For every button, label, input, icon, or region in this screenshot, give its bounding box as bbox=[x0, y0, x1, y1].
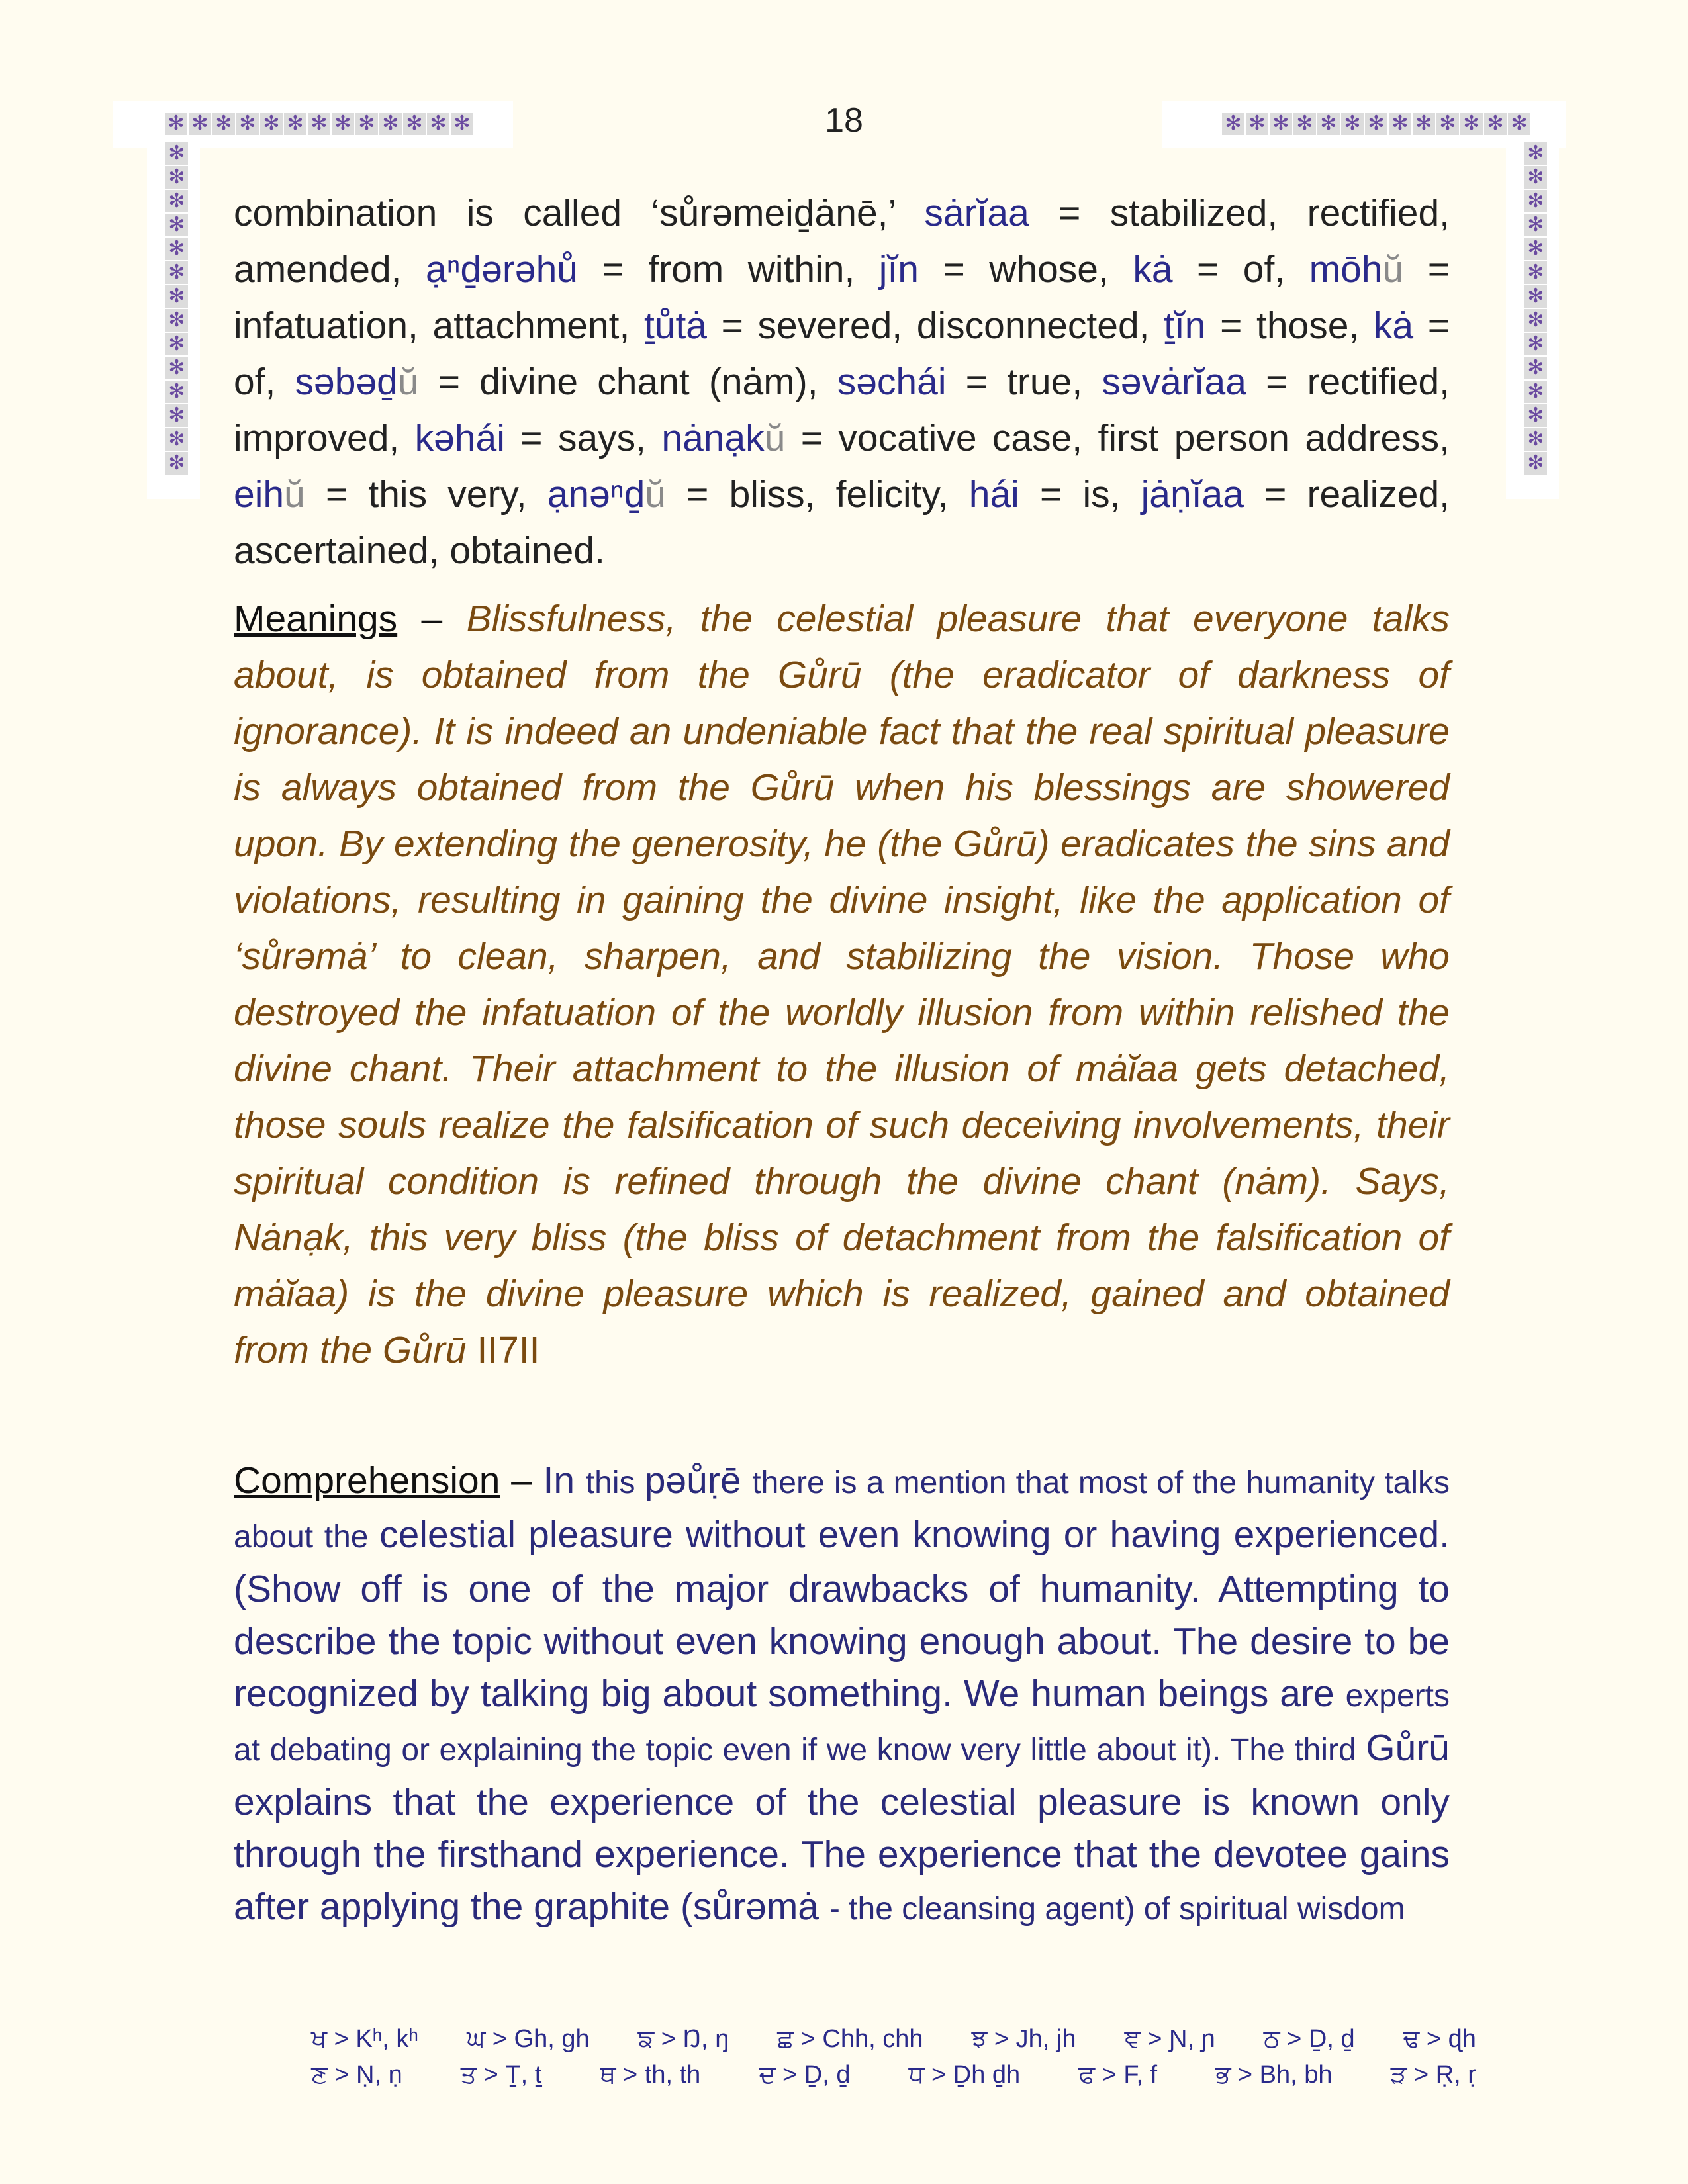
transliteration-entry: ਣ > Ṇ, ṇ bbox=[311, 2061, 402, 2089]
ornament-border-top-right bbox=[1221, 113, 1531, 135]
gloss-text: = from within, bbox=[578, 248, 879, 291]
ornament-border-right bbox=[1524, 142, 1547, 475]
comprehension-text: there is a mention that most of the humanity talks about the bbox=[234, 1465, 1450, 1555]
ornament-flower-icon: ✻ bbox=[1524, 190, 1547, 212]
ornament-flower-icon: ✻ bbox=[165, 166, 188, 189]
transliteration-entry: ਧ > Ḏh ḏh bbox=[908, 2061, 1021, 2089]
gloss-term: ạnəⁿḏ bbox=[547, 473, 645, 516]
gloss-text: = of, bbox=[234, 304, 1450, 403]
ornament-flower-icon: ✻ bbox=[165, 452, 188, 475]
gloss-text: = bliss, felicity, bbox=[666, 473, 969, 516]
ornament-flower-icon: ✻ bbox=[165, 113, 187, 135]
gloss-text: = stabilized, rectified, amended, bbox=[234, 192, 1450, 291]
gloss-term: səbəḏ bbox=[295, 361, 398, 403]
gloss-term: nȧnạk bbox=[661, 417, 765, 459]
ornament-flower-icon: ✻ bbox=[1524, 333, 1547, 355]
transliteration-key-row-1 bbox=[311, 2025, 1476, 2061]
gloss-suffix: ŭ bbox=[764, 417, 786, 459]
ornament-flower-icon: ✻ bbox=[1389, 113, 1411, 135]
gloss-text: = says, bbox=[504, 417, 662, 459]
ornament-border-left bbox=[165, 142, 188, 475]
gloss-text: = severed, disconnected, bbox=[707, 304, 1164, 347]
ornament-flower-icon: ✻ bbox=[284, 113, 306, 135]
transliteration-entry: ਤ > Ṯ, ṯ bbox=[460, 2061, 542, 2089]
meanings-dash: – bbox=[397, 598, 467, 640]
gloss-term: sȧrĭaa bbox=[924, 192, 1029, 234]
transliteration-entry: ਥ > th, th bbox=[600, 2061, 701, 2089]
gloss-text: = divine chant (nȧm), bbox=[418, 361, 837, 403]
ornament-flower-icon: ✻ bbox=[165, 261, 188, 284]
comprehension-text: - the cleansing agent) of spiritual wisdom bbox=[829, 1891, 1405, 1927]
gloss-text: = whose, bbox=[918, 248, 1133, 291]
gloss-term: jȧṇĭaa bbox=[1141, 473, 1244, 516]
transliteration-key-row-2 bbox=[311, 2061, 1476, 2097]
ornament-flower-icon: ✻ bbox=[355, 113, 378, 135]
ornament-flower-icon: ✻ bbox=[1524, 309, 1547, 332]
gloss-text: = is, bbox=[1019, 473, 1141, 516]
ornament-flower-icon: ✻ bbox=[1524, 452, 1547, 475]
ornament-flower-icon: ✻ bbox=[1524, 404, 1547, 427]
comprehension-text: pəůṛē bbox=[644, 1459, 753, 1502]
ornament-flower-icon: ✻ bbox=[1246, 113, 1268, 135]
ornament-flower-icon: ✻ bbox=[1524, 142, 1547, 165]
gloss-text: = true, bbox=[946, 361, 1102, 403]
comprehension-text: Gůrū explains that the experience of the celestial pleasure is known only through the firsthand experience. The experience that the devotee gains after applying the graphite (sůrəmȧ bbox=[234, 1727, 1450, 1928]
gloss-term: səvȧrĭaa bbox=[1102, 361, 1246, 403]
transliteration-entry: ੜ > Ṛ, ṛ bbox=[1390, 2061, 1476, 2089]
gloss-suffix: ŭ bbox=[397, 361, 419, 403]
ornament-flower-icon: ✻ bbox=[1270, 113, 1292, 135]
ornament-flower-icon: ✻ bbox=[165, 357, 188, 379]
ornament-flower-icon: ✻ bbox=[1317, 113, 1340, 135]
ornament-flower-icon: ✻ bbox=[1460, 113, 1483, 135]
gloss-text: = infatuation, attachment, bbox=[234, 248, 1450, 347]
ornament-flower-icon: ✻ bbox=[1524, 261, 1547, 284]
transliteration-key bbox=[311, 2025, 1476, 2097]
ornament-flower-icon: ✻ bbox=[165, 285, 188, 308]
ornament-flower-icon: ✻ bbox=[451, 113, 473, 135]
ornament-flower-icon: ✻ bbox=[165, 404, 188, 427]
gloss-term: ạⁿḏərəhů bbox=[426, 248, 578, 291]
ornament-border-top-left bbox=[164, 113, 474, 135]
ornament-flower-icon: ✻ bbox=[165, 428, 188, 451]
word-glossary bbox=[234, 185, 1450, 579]
ornament-flower-icon: ✻ bbox=[379, 113, 402, 135]
meanings-text: Blissfulness, the celestial pleasure that everyone talks about, is obtained from the Gůrū (the eradicator of darkness of ignorance). It is indeed an undeniable fact that the real spiritual pleasure is always obtained from the Gůrū when his blessings are showered upon. By extending the generosity, he (the Gůrū) eradicates the sins and violations, resulting in gaining the divine insight, like the application of ‘sůrəmȧ’ to clean, sharpen, and stabilizing the vision. Those who destroyed the infatuation of the worldly illusion from within relished the divine chant. Their attachment to the illusion of mȧĭaa gets detached, those souls realize the falsification of such deceiving involvements, their spiritual condition is refined through the divine chant (nȧm). Says, Nȧnạk, this very bliss (the bliss of detachment from the falsification of mȧĭaa) is the divine pleasure which is realized, gained and obtained from the Gůrū bbox=[234, 598, 1450, 1371]
ornament-flower-icon: ✻ bbox=[1524, 428, 1547, 451]
transliteration-entry: ਭ > Bh, bh bbox=[1215, 2061, 1333, 2089]
ornament-flower-icon: ✻ bbox=[1524, 357, 1547, 379]
gloss-term: jĭn bbox=[878, 248, 919, 291]
ornament-flower-icon: ✻ bbox=[1524, 238, 1547, 260]
ornament-flower-icon: ✻ bbox=[1524, 381, 1547, 403]
gloss-text: = this very, bbox=[305, 473, 547, 516]
gloss-term: ṯůtȧ bbox=[643, 304, 708, 347]
ornament-flower-icon: ✻ bbox=[165, 142, 188, 165]
ornament-flower-icon: ✻ bbox=[1413, 113, 1435, 135]
ornament-flower-icon: ✻ bbox=[1524, 285, 1547, 308]
comprehension-paragraph bbox=[234, 1455, 1450, 1935]
comprehension-dash: – bbox=[500, 1459, 543, 1502]
ornament-flower-icon: ✻ bbox=[1222, 113, 1244, 135]
gloss-text: = of, bbox=[1172, 248, 1309, 291]
transliteration-entry: ਘ > Gh, gh bbox=[466, 2025, 590, 2053]
gloss-term: eih bbox=[234, 473, 285, 516]
comprehension-text: experts at debating or explaining the topic even if we know very little about it). The third bbox=[234, 1678, 1450, 1768]
gloss-text: = those, bbox=[1205, 304, 1374, 347]
gloss-text: = realized, ascertained, obtained. bbox=[234, 473, 1450, 572]
ornament-flower-icon: ✻ bbox=[1293, 113, 1316, 135]
transliteration-entry: ਛ > Chh, chh bbox=[777, 2025, 923, 2053]
gloss-suffix: ŭ bbox=[1382, 248, 1404, 291]
ornament-flower-icon: ✻ bbox=[165, 333, 188, 355]
ornament-flower-icon: ✻ bbox=[165, 190, 188, 212]
ornament-flower-icon: ✻ bbox=[403, 113, 426, 135]
comprehension-text: this bbox=[585, 1465, 645, 1500]
ornament-flower-icon: ✻ bbox=[427, 113, 449, 135]
gloss-suffix: ŭ bbox=[284, 473, 305, 516]
gloss-text: combination is called ‘sůrəmeiḏȧnē,’ bbox=[234, 192, 925, 234]
transliteration-entry: ਦ > Ḏ, ḏ bbox=[759, 2061, 851, 2089]
ornament-flower-icon: ✻ bbox=[260, 113, 283, 135]
ornament-flower-icon: ✻ bbox=[1365, 113, 1387, 135]
ornament-flower-icon: ✻ bbox=[332, 113, 354, 135]
ornament-flower-icon: ✻ bbox=[165, 214, 188, 236]
ornament-flower-icon: ✻ bbox=[165, 309, 188, 332]
meanings-label: Meanings bbox=[234, 598, 398, 640]
comprehension-text: In bbox=[543, 1459, 586, 1502]
transliteration-entry: ਞ > Ɲ, ɲ bbox=[1124, 2025, 1215, 2053]
gloss-term: səchái bbox=[837, 361, 947, 403]
gloss-term: kȧ bbox=[1373, 304, 1414, 347]
ornament-flower-icon: ✻ bbox=[308, 113, 330, 135]
ornament-flower-icon: ✻ bbox=[1508, 113, 1530, 135]
ornament-flower-icon: ✻ bbox=[1341, 113, 1364, 135]
gloss-term: mōh bbox=[1309, 248, 1383, 291]
ornament-flower-icon: ✻ bbox=[236, 113, 259, 135]
page-number: 18 bbox=[825, 101, 863, 140]
gloss-term: kəhái bbox=[414, 417, 505, 459]
transliteration-entry: ਢ > ɖh bbox=[1403, 2025, 1476, 2053]
gloss-suffix: ŭ bbox=[645, 473, 666, 516]
ornament-flower-icon: ✻ bbox=[1436, 113, 1459, 135]
comprehension-text: celestial pleasure without even knowing or having experienced. (Show off is one of the major drawbacks of humanity. Attempting to describe the topic without even knowing enough about. The desire to be recognized by talking big about something. We human beings are bbox=[234, 1514, 1450, 1715]
transliteration-entry: ਙ > Ŋ, ŋ bbox=[637, 2025, 729, 2053]
gloss-text: = rectified, improved, bbox=[234, 361, 1450, 459]
transliteration-entry: ਠ > Ḏ, ḏ bbox=[1263, 2025, 1355, 2053]
ornament-flower-icon: ✻ bbox=[1524, 166, 1547, 189]
gloss-term: ṯĭn bbox=[1164, 304, 1206, 347]
verse-end-mark: II7II bbox=[466, 1329, 540, 1371]
transliteration-entry: ਫ > F, f bbox=[1078, 2061, 1158, 2089]
gloss-term: hái bbox=[968, 473, 1019, 516]
comprehension-label: Comprehension bbox=[234, 1459, 500, 1502]
ornament-flower-icon: ✻ bbox=[165, 381, 188, 403]
meanings-paragraph bbox=[234, 591, 1450, 1379]
ornament-flower-icon: ✻ bbox=[1524, 214, 1547, 236]
ornament-flower-icon: ✻ bbox=[189, 113, 211, 135]
ornament-flower-icon: ✻ bbox=[165, 238, 188, 260]
ornament-flower-icon: ✻ bbox=[1484, 113, 1507, 135]
gloss-text: = vocative case, first person address, bbox=[785, 417, 1450, 459]
ornament-flower-icon: ✻ bbox=[212, 113, 235, 135]
gloss-term: kȧ bbox=[1133, 248, 1173, 291]
transliteration-entry: ਝ > Jh, jh bbox=[971, 2025, 1076, 2053]
transliteration-entry: ਖ > Kʰ, kʰ bbox=[311, 2025, 418, 2053]
